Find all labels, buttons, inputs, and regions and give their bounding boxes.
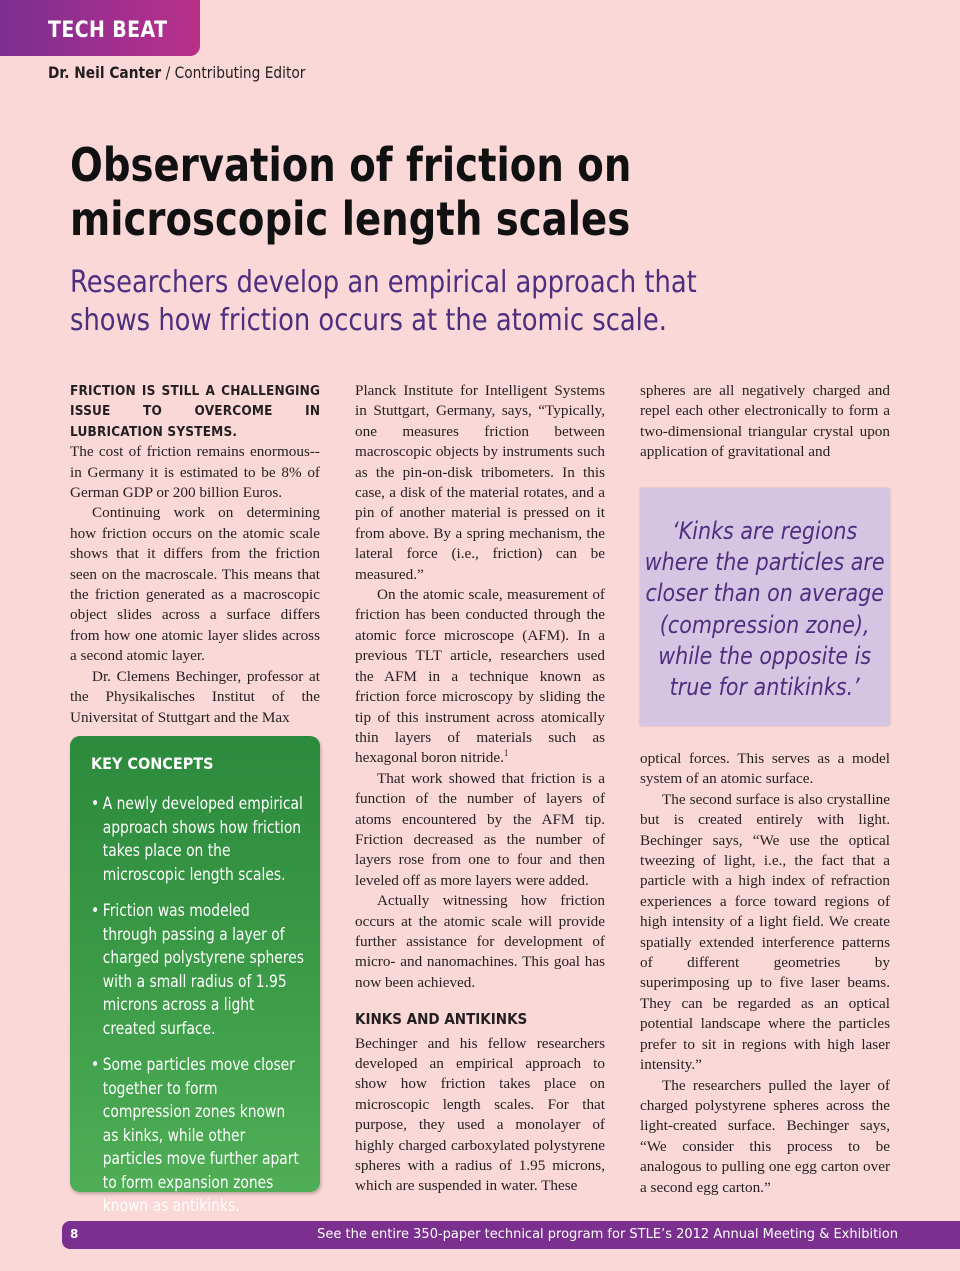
lead-in: FRICTION IS STILL A CHALLENGING ISSUE TO OVERCOME IN LUBRICATION SYSTEMS. — [70, 383, 321, 440]
paragraph: That work showed that friction is a function of the number of layers of atoms encountered by the AFM tip. Friction decreased as the number of layers rose from one to four and then leveled off as more layers were added. — [355, 769, 605, 889]
column-1 — [70, 381, 320, 728]
paragraph: Planck Institute for Intelligent Systems in Stuttgart, Germany, says, “Typically, one measures friction between macroscopic objects by instruments such as the pin-on-disk tribometers. In this case, a disk of the material rotates, and a pin of another material is pressed on it from above. By a spring mechanism, the lateral force (i.e., friction) can be measured.” — [355, 382, 605, 583]
footer-promo-link[interactable]: See the entire 350-paper technical program for STLE’s 2012 Annual Meeting & Exhibition — [317, 1227, 898, 1242]
section-tab-label: TECH BEAT — [48, 18, 168, 43]
paragraph — [355, 585, 605, 769]
byline — [48, 63, 305, 82]
article-title: Observation of friction on microscopic length scales — [70, 138, 632, 246]
column-3-bottom — [640, 749, 890, 1198]
paragraph: Bechinger and his fellow researchers developed an empirical approach to show how friction takes place on microscopic length scales. For that purpose, they used a monolayer of highly charged carboxylated polystyrene spheres with a radius of 1.95 microns, which are suspended in water. These — [355, 1034, 605, 1195]
paragraph: spheres are all negatively charged and repel each other electronically to form a two-dimensional triangular crystal upon application of gravitational and — [640, 382, 890, 461]
pull-quote-box — [640, 488, 890, 726]
lead-paragraph — [70, 381, 320, 442]
footnote-ref: 1 — [503, 748, 509, 759]
key-concepts-box — [70, 736, 320, 1215]
paragraph: The researchers pulled the layer of charged polystyrene spheres across the light-created surface. Bechinger says, “We consider this process to be analogous to pulling one egg carton over a second egg carton.” — [640, 1076, 890, 1196]
paragraph: Dr. Clemens Bechinger, professor at the Physikalisches Institut of the Universitat of Stuttgart and the Max — [70, 667, 320, 726]
pull-quote-text: ‘Kinks are regions where the particles are closer than on average (compression zone), while the opposite is true for antikinks.’ — [644, 517, 885, 702]
footer-bar — [62, 1221, 960, 1249]
paragraph: The cost of friction remains enormous--in Germany it is estimated to be 8% of German GDP or 200 billion Euros. — [70, 443, 320, 502]
page-number: 8 — [70, 1227, 79, 1241]
column-3-top — [640, 381, 890, 463]
paragraph: The second surface is also crystalline but is created entirely with light. Bechinger says, “We use the optical tweezing of light, i.e., the fact that a particle with a high index of refraction experiences a force toward regions of high intensity of a light field. We create spatially extended interference patterns of different geometries by superimposing up to five laser beams. They can be regarded as an optical potential landscape where the particles prefer to sit in regions with high laser intensity.” — [640, 790, 890, 1074]
paragraph: Continuing work on determining how friction occurs on the atomic scale shows that it differs from the friction seen on the macroscale. This means that the friction generated as a macroscopic object slides across a surface differs from how one atomic layer slides across a second atomic layer. — [70, 504, 320, 665]
paragraph: optical forces. This serves as a model system of an atomic surface. — [640, 750, 890, 788]
paragraph-text: On the atomic scale, measurement of friction has been conducted through the atomic force microscope (AFM). In a previous TLT article, researchers used the AFM in a technique known as friction force microscopy by sliding the tip of this instrument across atomically thin layers of materials such as hexagonal boron nitride. — [355, 586, 605, 767]
key-concept-item: • Some particles move closer together to form compression zones known as kinks, while other particles move further apart to form expansion zones known as antikinks. — [91, 1053, 304, 1218]
key-concepts-list — [91, 792, 316, 1231]
paragraph: Actually witnessing how friction occurs at the atomic scale will provide further assistance for development of micro- and nanomachines. This goal has now been achieved. — [355, 892, 605, 991]
column-2 — [355, 381, 605, 1197]
section-heading: KINKS AND ANTIKINKS — [355, 1010, 528, 1029]
author-role: / Contributing Editor — [165, 63, 306, 82]
key-concepts-title: KEY CONCEPTS — [91, 754, 214, 773]
article-subtitle: Researchers develop an empirical approach that shows how friction occurs at the atomic scale. — [70, 265, 697, 338]
key-concept-item: • A newly developed empirical approach shows how friction takes place on the microscopic length scales. — [91, 792, 304, 886]
author-name: Dr. Neil Canter — [48, 63, 162, 82]
section-tab — [0, 0, 200, 56]
key-concept-item: • Friction was modeled through passing a layer of charged polystyrene spheres with a small radius of 1.95 microns across a light created surface. — [91, 899, 304, 1040]
